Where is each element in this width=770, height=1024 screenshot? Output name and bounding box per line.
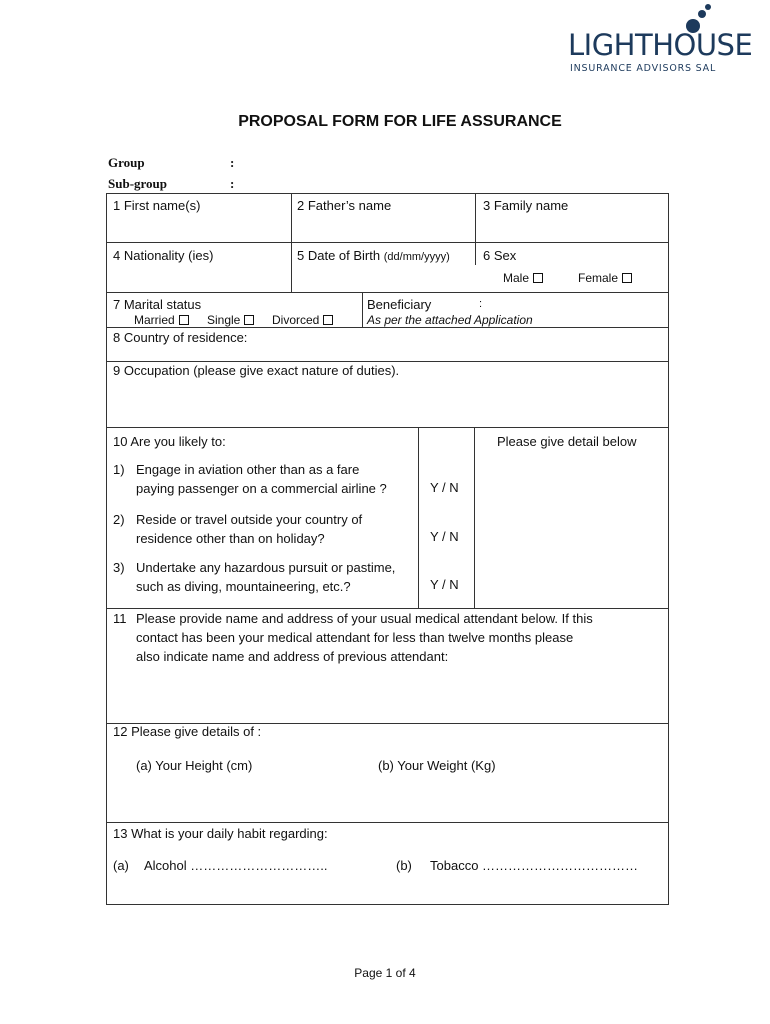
dob-label-text: 5 Date of Birth — [297, 248, 381, 263]
sex-female-label: Female — [578, 271, 619, 285]
rule-top — [106, 193, 669, 194]
fathers-name-label: 2 Father’s name — [297, 198, 392, 213]
marital-divorced-option[interactable] — [272, 313, 333, 327]
rule-row9 — [106, 822, 669, 823]
rule-row5 — [106, 361, 669, 362]
first-name-label: 1 First name(s) — [113, 198, 201, 213]
col-divider-1 — [291, 193, 292, 242]
single-label: Single — [207, 313, 241, 327]
hazardous-answer[interactable]: Y / N — [430, 577, 459, 592]
rule-row2 — [106, 242, 669, 243]
beneficiary-label: Beneficiary — [367, 297, 432, 312]
subgroup-colon: : — [230, 176, 235, 191]
hazardous-num: 3) — [113, 560, 125, 575]
divorced-label: Divorced — [272, 313, 320, 327]
sex-label: 6 Sex — [483, 248, 517, 263]
page-title: PROPOSAL FORM FOR LIFE ASSURANCE — [238, 113, 562, 130]
medical-line2: contact has been your medical attendant for less than twelve months please — [136, 630, 574, 645]
dob-format: (dd/mm/yyyy) — [383, 251, 450, 263]
sex-female-option[interactable] — [578, 271, 632, 285]
daily-habit-label: 13 What is your daily habit regarding: — [113, 826, 328, 841]
rule-row6 — [106, 427, 669, 428]
col-divider-2 — [475, 193, 476, 242]
logo-name: LIGHTHOUSE — [568, 28, 753, 62]
col-divider-5 — [362, 292, 363, 327]
details-label: 12 Please give details of : — [113, 724, 262, 739]
weight-label: (b) Your Weight (Kg) — [378, 758, 496, 773]
alcohol-field[interactable]: Alcohol ………………………….. — [144, 858, 328, 873]
aviation-question — [136, 460, 387, 498]
married-checkbox[interactable] — [179, 315, 189, 325]
col-divider-4 — [475, 242, 476, 265]
height-label: (a) Your Height (cm) — [136, 758, 253, 773]
logo-tagline: INSURANCE ADVISORS SAL — [570, 63, 717, 74]
travel-line1: Reside or travel outside your country of — [136, 512, 363, 527]
sex-male-label: Male — [503, 271, 530, 285]
col-divider-7 — [474, 427, 475, 608]
beneficiary-value: As per the attached Application — [367, 313, 533, 327]
hazardous-line2: such as diving, mountaineering, etc.? — [136, 579, 351, 594]
table-right-border — [668, 193, 669, 905]
tobacco-num: (b) — [396, 858, 412, 873]
country-of-residence-label: 8 Country of residence: — [113, 330, 248, 345]
table-left-border — [106, 193, 107, 905]
aviation-answer[interactable]: Y / N — [430, 480, 459, 495]
travel-line2: residence other than on holiday? — [136, 531, 325, 546]
sex-male-option[interactable] — [503, 271, 543, 285]
medical-attendant-question — [136, 609, 593, 666]
rule-row3 — [106, 292, 669, 293]
family-name-label: 3 Family name — [483, 198, 569, 213]
group-colon: : — [230, 155, 235, 170]
alcohol-num: (a) — [113, 858, 129, 873]
female-checkbox[interactable] — [622, 273, 632, 283]
dob-label — [297, 248, 450, 263]
medical-attendant-num: 11 — [113, 611, 127, 626]
page-number: Page 1 of 4 — [354, 966, 416, 980]
married-label: Married — [134, 313, 175, 327]
travel-num: 2) — [113, 512, 125, 527]
divorced-checkbox[interactable] — [323, 315, 333, 325]
occupation-label: 9 Occupation (please give exact nature of duties). — [113, 363, 400, 378]
single-checkbox[interactable] — [244, 315, 254, 325]
hazardous-line1: Undertake any hazardous pursuit or pastime, — [136, 560, 396, 575]
group-label: Group — [108, 155, 145, 170]
hazardous-question — [136, 558, 395, 596]
beneficiary-colon: : — [479, 298, 483, 310]
likely-to-label: 10 Are you likely to: — [113, 434, 226, 449]
rule-row4 — [106, 327, 669, 328]
col-divider-6 — [418, 427, 419, 608]
rule-bottom — [106, 904, 669, 905]
travel-answer[interactable]: Y / N — [430, 529, 459, 544]
medical-line1: Please provide name and address of your usual medical attendant below. If this — [136, 611, 593, 626]
marital-single-option[interactable] — [207, 313, 254, 327]
aviation-line2: paying passenger on a commercial airline ? — [136, 481, 387, 496]
travel-question — [136, 510, 362, 548]
nationality-label: 4 Nationality (ies) — [113, 248, 214, 263]
aviation-num: 1) — [113, 462, 125, 477]
marital-married-option[interactable] — [134, 313, 189, 327]
detail-header: Please give detail below — [497, 434, 637, 449]
medical-line3: also indicate name and address of previous attendant: — [136, 649, 449, 664]
marital-status-label: 7 Marital status — [113, 297, 202, 312]
subgroup-label: Sub-group — [108, 176, 168, 191]
aviation-line1: Engage in aviation other than as a fare — [136, 462, 360, 477]
male-checkbox[interactable] — [533, 273, 543, 283]
col-divider-3 — [291, 242, 292, 292]
tobacco-field[interactable]: Tobacco ……………………………… — [430, 858, 639, 873]
